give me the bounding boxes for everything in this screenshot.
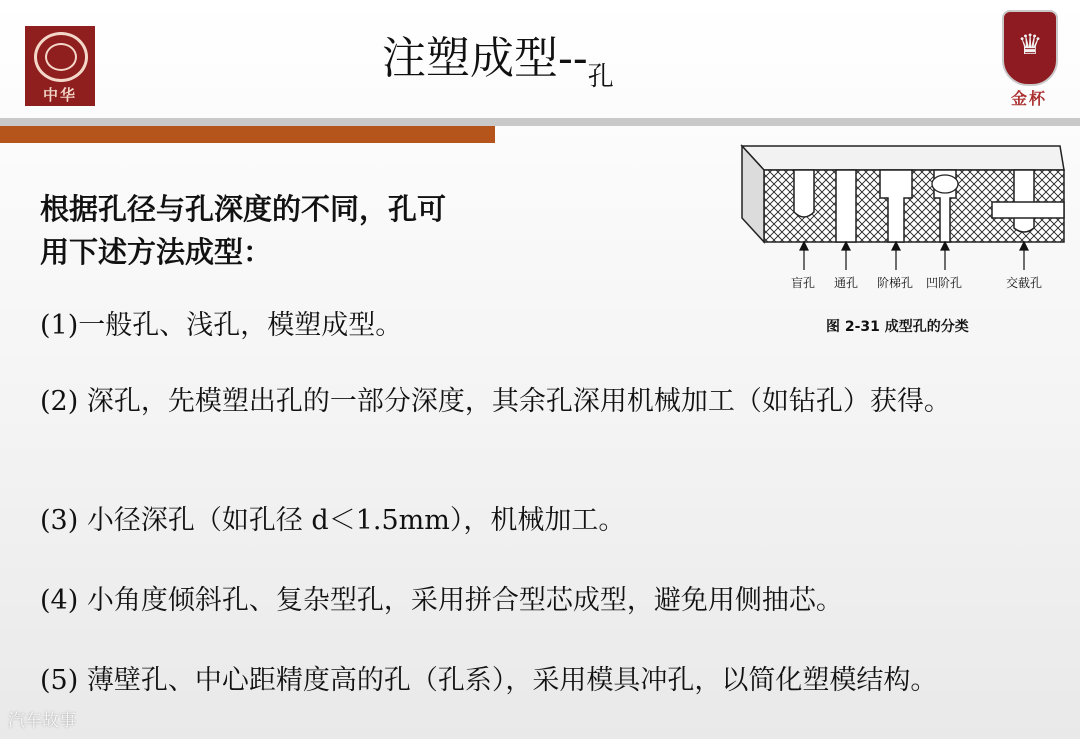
title-main: 注塑成型-- [382, 33, 588, 84]
left-logo-label: 中华 [42, 86, 77, 104]
right-logo-label: 金杯 [1010, 89, 1047, 108]
logo-emblem-icon [34, 32, 88, 82]
lead-line-1: 根据孔径与孔深度的不同，孔可 [40, 192, 447, 226]
jinbei-logo [998, 10, 1060, 110]
label-counterbore-hole: 凹阶孔 [926, 276, 963, 290]
lead-line-2: 用下述方法成型： [40, 235, 273, 269]
header-divider-grey [0, 118, 1080, 126]
method-item-3: (3) 小径深孔（如孔径 d＜1.5mm），机械加工。 [40, 505, 626, 536]
method-item-1: (1)一般孔、浅孔，模塑成型。 [40, 310, 403, 341]
watermark: 汽车故事 [8, 711, 76, 731]
shield-icon [1002, 10, 1058, 86]
method-item-5: (5) 薄壁孔、中心距精度高的孔（孔系），采用模具冲孔，以简化塑模结构。 [40, 665, 938, 696]
title-subscript: 孔 [587, 62, 614, 92]
lead-text [40, 188, 560, 274]
zhonghua-logo [25, 26, 95, 106]
figure-caption: 图 2-31 成型孔的分类 [826, 319, 969, 335]
method-item-4: (4) 小角度倾斜孔、复杂型孔，采用拼合型芯成型，避免用侧抽芯。 [40, 585, 843, 616]
label-stepped-hole: 阶梯孔 [877, 276, 914, 290]
label-blind-hole: 盲孔 [791, 276, 816, 290]
label-intersecting-hole: 交截孔 [1006, 276, 1043, 290]
header-divider-orange [0, 126, 495, 143]
label-through-hole: 通孔 [834, 276, 859, 290]
method-item-2: (2) 深孔，先模塑出孔的一部分深度，其余孔深用机械加工（如钻孔）获得。 [40, 386, 951, 417]
slide-title [382, 22, 614, 93]
